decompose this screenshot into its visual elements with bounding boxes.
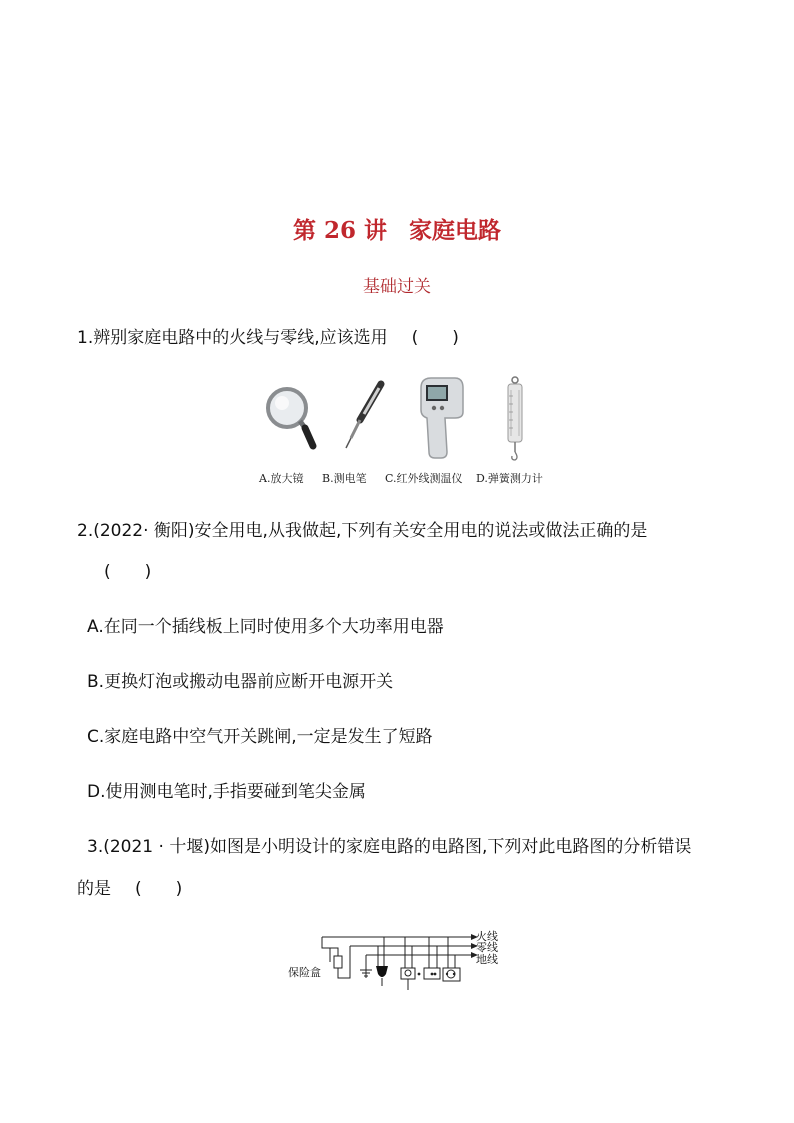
question-1-text: 1.辨别家庭电路中的火线与零线,应该选用 (77, 328, 388, 348)
question-1 (77, 327, 459, 349)
question-3-line1: 3.(2021 · 十堰)如图是小明设计的家庭电路的电路图,下列对此电路图的分析错误 (87, 837, 692, 857)
ground-wire-label: 地线 (476, 953, 498, 966)
q2-option-a: A.在同一个插线板上同时使用多个大功率用电器 (87, 617, 444, 637)
question-2: 2.(2022· 衡阳)安全用电,从我做起,下列有关安全用电的说法或做法正确的是 (77, 521, 648, 541)
question-2-answer-blank: ( ) (104, 562, 152, 582)
fuse-box-label: 保险盒 (288, 966, 321, 979)
question-3-line2: 的是 ( ) (77, 879, 183, 899)
infrared-thermometer-icon (421, 378, 463, 458)
neutral-wire-label: 零线 (476, 941, 498, 954)
magnifier-icon (268, 389, 313, 446)
spring-scale-icon (508, 377, 522, 460)
test-pen-icon (346, 384, 381, 448)
caption-a: A.放大镜 (259, 472, 304, 485)
q2-option-c: C.家庭电路中空气开关跳闸,一定是发生了短路 (87, 727, 433, 747)
caption-b: B.测电笔 (322, 472, 367, 485)
answer-blank: ( ) (411, 328, 459, 348)
page-title (0, 212, 794, 245)
lecture-number: 第 26 讲 (292, 217, 388, 244)
household-circuit-diagram (288, 926, 503, 998)
section-heading: 基础过关 (363, 277, 431, 297)
live-wire-label: 火线 (476, 930, 498, 943)
q2-option-b: B.更换灯泡或搬动电器前应断开电源开关 (87, 672, 394, 692)
lecture-topic: 家庭电路 (409, 217, 502, 244)
caption-d: D.弹簧测力计 (476, 472, 543, 485)
q2-option-d: D.使用测电笔时,手指要碰到笔尖金属 (87, 782, 366, 802)
caption-c: C.红外线测温仪 (385, 472, 463, 485)
lamp-icon (376, 966, 388, 977)
q1-figure (255, 376, 555, 464)
